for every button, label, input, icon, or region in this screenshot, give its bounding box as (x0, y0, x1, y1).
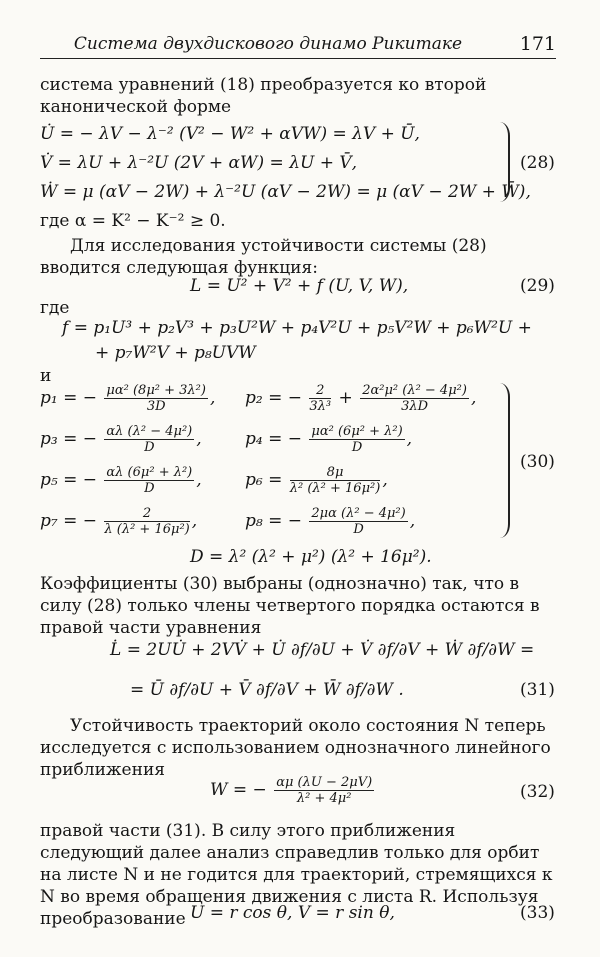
coefficient-p6: p₆ = $\frac{8\mu}{\text{λ² (λ² + 16μ²)}}$ , (245, 465, 388, 496)
p8-numerator: 2μα (λ² − 4μ²) (311, 506, 406, 521)
equation-33: U = r cos θ, V = r sin θ, (190, 903, 395, 923)
coefficient-p2: p₂ = − $\frac{2}{\text{3λ³}}$ + $\frac{\text{2α²μ² (λ² − 4μ²)}}{3\lambda D}$ , (245, 383, 477, 414)
equation-28-line-2: V̇ = λU + λ⁻²U (2V + αW) = λU + V̄, (40, 153, 358, 173)
p1-denominator: 3D (146, 399, 166, 414)
equation-28-line-1: U̇ = − λV − λ⁻² (V² − W² + αVW) = λV + Ū, (40, 124, 420, 144)
equation-32 (210, 775, 376, 806)
p4-numerator: μα² (6μ² + λ²) (311, 424, 403, 439)
p4-denominator: D (351, 440, 363, 455)
p2-denominator-2: 3λD (401, 399, 429, 414)
p2-plus: + (338, 388, 353, 408)
page-number: 171 (519, 33, 556, 55)
equation-number-33: (33) (520, 903, 555, 923)
coefficient-p4: p₄ = − $\frac{\text{μα² (6μ² + λ²)}}{D}$ , (245, 424, 413, 455)
equation-29: L = U² + V² + f (U, V, W), (190, 276, 409, 296)
paragraph-conclusion: правой части (31). В силу этого приближения следующий далее анализ справедлив только для орбит на листе N и не годится для траекторий, стремящихся к N во время обращения движения с листа R. Используя преобразование (40, 821, 553, 929)
coefficient-p5: p₅ = − $\frac{\text{αλ (6μ² + λ²)}}{D}$ , (40, 465, 202, 496)
p7-numerator: 2 (104, 506, 189, 522)
p5-numerator: αλ (6μ² + λ²) (106, 465, 193, 480)
p8-denominator: D (353, 522, 364, 537)
paragraph-and: и (40, 366, 52, 386)
p3-numerator: αλ (λ² − 4μ²) (106, 424, 193, 439)
equation-30-brace (500, 383, 510, 538)
equation-D-definition: D = λ² (λ² + μ²) (λ² + 16μ²). (190, 547, 432, 567)
paragraph-lyapunov-intro: Для исследования устойчивости системы (28) вводится следующая функция: (40, 236, 487, 278)
equation-31-line-1: L̇ = 2UU̇ + 2VV̇ + U̇ ∂f/∂U + V̇ ∂f/∂V + Ẇ ∂f/∂W = (110, 640, 535, 660)
p5-lhs: p₅ = − (40, 470, 97, 490)
eq32-numerator: αμ (λU − 2μV) (276, 775, 373, 790)
paragraph-stability: Устойчивость траекторий около состояния N теперь исследуется с использованием однозначного линейного приближения (40, 716, 551, 780)
equation-28-line-3: Ẇ = μ (αV − 2W) + λ⁻²U (αV − 2W) = μ (αV − 2W + W̄), (40, 182, 531, 202)
equation-28-brace (500, 122, 510, 202)
p2-denominator-1: 3λ³ (309, 399, 332, 414)
p4-lhs: p₄ = − (245, 429, 302, 449)
p5-denominator: D (144, 481, 155, 496)
p7-lhs: p₇ = − (40, 511, 97, 531)
equation-number-32: (32) (520, 782, 555, 802)
p6-denominator: λ² (λ² + 16μ²) (289, 481, 381, 496)
running-title: Система двухдискового динамо Рикитаке (73, 34, 463, 54)
p2-numerator-1: 2 (309, 383, 331, 399)
equation-number-31: (31) (520, 680, 555, 700)
p2-lhs: p₂ = − (245, 388, 302, 408)
eq32-denominator: λ² + 4μ² (296, 791, 352, 806)
eq32-lhs: W = − (210, 780, 267, 800)
p1-lhs: p₁ = − (40, 388, 97, 408)
p3-lhs: p₃ = − (40, 429, 97, 449)
p6-lhs: p₆ = (245, 470, 283, 490)
equation-f-line-1: f = p₁U³ + p₂V³ + p₃U²W + p₄V²U + p₅V²W + p₆W²U + (62, 318, 532, 338)
p3-denominator: D (144, 440, 155, 455)
running-header (40, 30, 556, 59)
paragraph-where-alpha: где α = K² − K⁻² ≥ 0. (40, 211, 226, 231)
equation-number-28: (28) (520, 153, 555, 173)
coefficient-p8: p₈ = − $\frac{\text{2μα (λ² − 4μ²)}}{D}$ , (245, 506, 416, 537)
equation-31-line-2: = Ū ∂f/∂U + V̄ ∂f/∂V + W̄ ∂f/∂W . (130, 680, 404, 700)
coefficient-p7: p₇ = − $\frac{2}{\text{λ (λ² + 16μ²)}}$ , (40, 506, 198, 537)
p2-numerator-2: 2α²μ² (λ² − 4μ²) (362, 383, 467, 398)
paragraph-where: где (40, 298, 70, 318)
coefficient-p3: p₃ = − $\frac{\text{αλ (λ² − 4μ²)}}{D}$ , (40, 424, 202, 455)
p1-numerator: μα² (8μ² + 3λ²) (106, 383, 206, 398)
coefficient-p1: p₁ = − $\frac{\text{μα² (8μ² + 3λ²)}}{3D}$ , (40, 383, 216, 414)
p7-denominator: λ (λ² + 16μ²) (104, 522, 190, 537)
p8-lhs: p₈ = − (245, 511, 302, 531)
paragraph-coefficients: Коэффициенты (30) выбраны (однозначно) так, что в силу (28) только члены четвертого порядка остаются в правой части уравнения (40, 574, 540, 638)
p6-numerator: 8μ (290, 465, 381, 481)
equation-f-line-2: + p₇W²V + p₈UVW (95, 343, 256, 363)
paragraph-intro: система уравнений (18) преобразуется ко второй канонической форме (40, 75, 487, 117)
equation-number-30: (30) (520, 452, 555, 472)
equation-number-29: (29) (520, 276, 555, 296)
